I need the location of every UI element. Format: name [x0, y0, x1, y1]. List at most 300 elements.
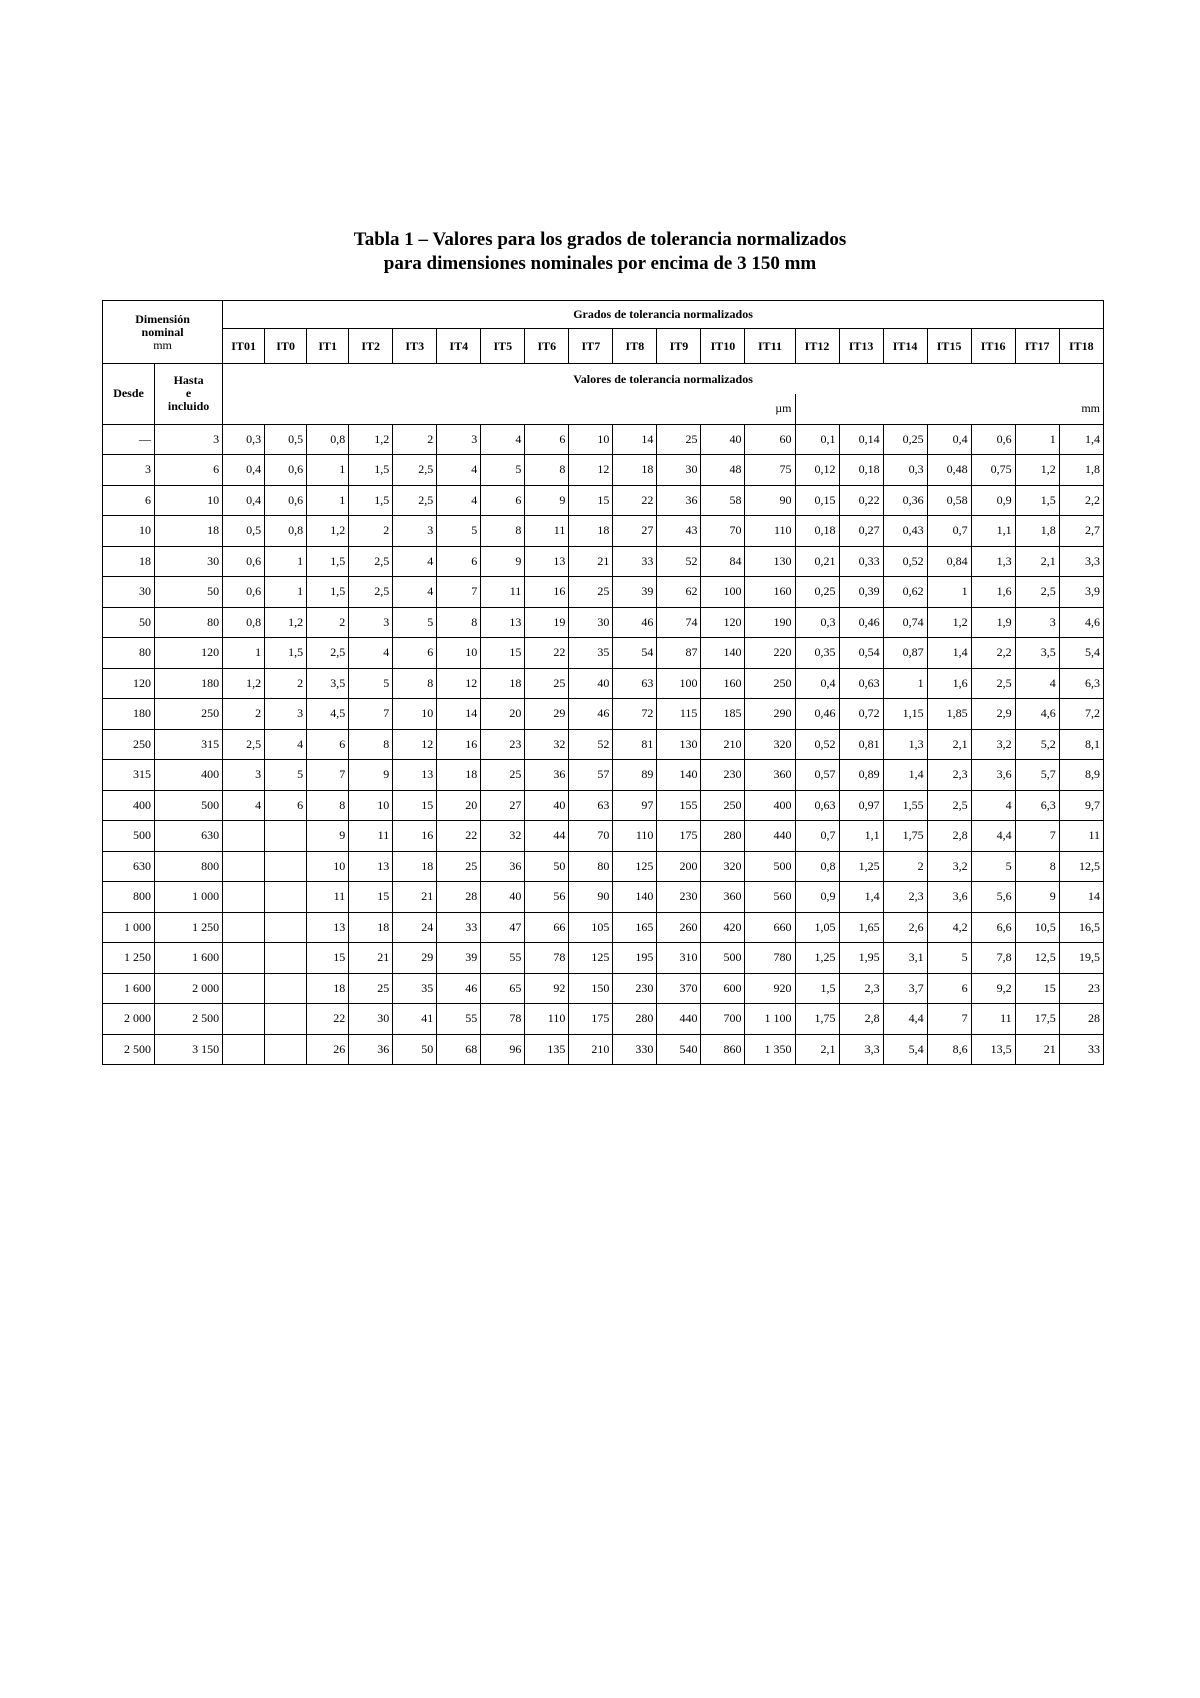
value-cell-it7: 105	[569, 912, 613, 943]
value-cell-it16: 1,3	[971, 546, 1015, 577]
value-cell-it11: 75	[745, 455, 795, 486]
value-cell-it5: 40	[481, 882, 525, 913]
value-cell-it12: 0,9	[795, 882, 839, 913]
value-cell-it12: 1,5	[795, 973, 839, 1004]
value-cell-it18: 1,8	[1059, 455, 1103, 486]
value-cell-it8: 125	[613, 851, 657, 882]
grade-header-it3: IT3	[393, 329, 437, 364]
value-cell-it16: 9,2	[971, 973, 1015, 1004]
desde-cell: 315	[103, 760, 155, 791]
value-cell-it14: 3,1	[883, 943, 927, 974]
value-cell-it11: 110	[745, 516, 795, 547]
value-cell-it9: 260	[657, 912, 701, 943]
value-cell-it10: 860	[701, 1034, 745, 1065]
value-cell-it15: 2,3	[927, 760, 971, 791]
value-cell-it11: 250	[745, 668, 795, 699]
value-cell-it14: 1	[883, 668, 927, 699]
value-cell-it8: 280	[613, 1004, 657, 1035]
grades-header: Grados de tolerancia normalizados	[223, 301, 1104, 329]
value-cell-it5: 65	[481, 973, 525, 1004]
desde-cell: 180	[103, 699, 155, 730]
dimension-header-line1: Dimensión	[135, 311, 190, 326]
value-cell-it6: 22	[525, 638, 569, 669]
table-row	[103, 455, 1104, 486]
value-cell-it7: 210	[569, 1034, 613, 1065]
value-cell-it16: 4,4	[971, 821, 1015, 852]
value-cell-it2: 2	[349, 516, 393, 547]
value-cell-it4: 22	[437, 821, 481, 852]
value-cell-it2: 21	[349, 943, 393, 974]
value-cell-it12: 0,8	[795, 851, 839, 882]
value-cell-it7: 18	[569, 516, 613, 547]
value-cell-it01	[223, 1034, 265, 1065]
value-cell-it5: 36	[481, 851, 525, 882]
value-cell-it2: 1,2	[349, 424, 393, 455]
value-cell-it12: 0,21	[795, 546, 839, 577]
value-cell-it9: 130	[657, 729, 701, 760]
hasta-header-line3: incluido	[167, 399, 210, 414]
value-cell-it0	[265, 1034, 307, 1065]
value-cell-it2: 1,5	[349, 485, 393, 516]
value-cell-it1: 7	[307, 760, 349, 791]
value-cell-it15: 7	[927, 1004, 971, 1035]
value-cell-it8: 330	[613, 1034, 657, 1065]
value-cell-it5: 13	[481, 607, 525, 638]
value-cell-it4: 4	[437, 485, 481, 516]
value-cell-it10: 48	[701, 455, 745, 486]
table-row	[103, 485, 1104, 516]
value-cell-it1: 1,2	[307, 516, 349, 547]
value-cell-it01: 1	[223, 638, 265, 669]
grade-header-it13: IT13	[839, 329, 883, 364]
value-cell-it14: 1,75	[883, 821, 927, 852]
value-cell-it9: 155	[657, 790, 701, 821]
value-cell-it17: 12,5	[1015, 943, 1059, 974]
value-cell-it01: 0,6	[223, 577, 265, 608]
table-row	[103, 1004, 1104, 1035]
table-body	[103, 424, 1104, 1065]
value-cell-it12: 0,4	[795, 668, 839, 699]
value-cell-it15: 1,85	[927, 699, 971, 730]
desde-cell: 630	[103, 851, 155, 882]
hasta-cell: 80	[155, 607, 223, 638]
value-cell-it4: 14	[437, 699, 481, 730]
value-cell-it9: 62	[657, 577, 701, 608]
value-cell-it18: 8,9	[1059, 760, 1103, 791]
value-cell-it2: 11	[349, 821, 393, 852]
value-cell-it9: 115	[657, 699, 701, 730]
grade-header-it16: IT16	[971, 329, 1015, 364]
value-cell-it14: 0,62	[883, 577, 927, 608]
value-cell-it10: 210	[701, 729, 745, 760]
value-cell-it5: 55	[481, 943, 525, 974]
hasta-cell: 180	[155, 668, 223, 699]
value-cell-it3: 18	[393, 851, 437, 882]
value-cell-it10: 40	[701, 424, 745, 455]
desde-cell: 10	[103, 516, 155, 547]
value-cell-it01	[223, 973, 265, 1004]
value-cell-it10: 120	[701, 607, 745, 638]
value-cell-it11: 130	[745, 546, 795, 577]
value-cell-it8: 165	[613, 912, 657, 943]
value-cell-it8: 89	[613, 760, 657, 791]
value-cell-it16: 7,8	[971, 943, 1015, 974]
value-cell-it16: 1,1	[971, 516, 1015, 547]
value-cell-it8: 81	[613, 729, 657, 760]
value-cell-it10: 70	[701, 516, 745, 547]
value-cell-it6: 32	[525, 729, 569, 760]
value-cell-it15: 6	[927, 973, 971, 1004]
value-cell-it15: 4,2	[927, 912, 971, 943]
value-cell-it10: 84	[701, 546, 745, 577]
value-cell-it6: 50	[525, 851, 569, 882]
table-row	[103, 729, 1104, 760]
value-cell-it8: 63	[613, 668, 657, 699]
value-cell-it4: 28	[437, 882, 481, 913]
value-cell-it2: 2,5	[349, 546, 393, 577]
grades-row	[103, 329, 1104, 364]
value-cell-it01	[223, 912, 265, 943]
value-cell-it12: 0,12	[795, 455, 839, 486]
value-cell-it9: 200	[657, 851, 701, 882]
hasta-cell: 1 250	[155, 912, 223, 943]
value-cell-it7: 46	[569, 699, 613, 730]
value-cell-it9: 230	[657, 882, 701, 913]
dimension-header-line2: nominal	[141, 324, 184, 339]
grade-header-it9: IT9	[657, 329, 701, 364]
value-cell-it15: 3,6	[927, 882, 971, 913]
value-cell-it3: 2,5	[393, 455, 437, 486]
value-cell-it13: 0,63	[839, 668, 883, 699]
value-cell-it16: 2,5	[971, 668, 1015, 699]
value-cell-it14: 1,15	[883, 699, 927, 730]
value-cell-it8: 230	[613, 973, 657, 1004]
value-cell-it10: 280	[701, 821, 745, 852]
value-cell-it13: 0,22	[839, 485, 883, 516]
value-cell-it12: 0,46	[795, 699, 839, 730]
value-cell-it8: 27	[613, 516, 657, 547]
value-cell-it0: 0,8	[265, 516, 307, 547]
value-cell-it10: 140	[701, 638, 745, 669]
value-cell-it17: 1,8	[1015, 516, 1059, 547]
value-cell-it14: 1,55	[883, 790, 927, 821]
hasta-cell: 3	[155, 424, 223, 455]
value-cell-it13: 0,81	[839, 729, 883, 760]
value-cell-it15: 5	[927, 943, 971, 974]
desde-cell: 50	[103, 607, 155, 638]
value-cell-it6: 66	[525, 912, 569, 943]
value-cell-it13: 1,95	[839, 943, 883, 974]
value-cell-it8: 195	[613, 943, 657, 974]
value-cell-it16: 2,9	[971, 699, 1015, 730]
value-cell-it13: 0,72	[839, 699, 883, 730]
value-cell-it9: 175	[657, 821, 701, 852]
value-cell-it9: 43	[657, 516, 701, 547]
value-cell-it1: 26	[307, 1034, 349, 1065]
value-cell-it8: 18	[613, 455, 657, 486]
value-cell-it5: 96	[481, 1034, 525, 1065]
value-cell-it18: 4,6	[1059, 607, 1103, 638]
value-cell-it13: 0,27	[839, 516, 883, 547]
grade-header-it2: IT2	[349, 329, 393, 364]
value-cell-it11: 320	[745, 729, 795, 760]
desde-header: Desde	[103, 364, 155, 425]
value-cell-it2: 10	[349, 790, 393, 821]
value-cell-it1: 18	[307, 973, 349, 1004]
value-cell-it0: 5	[265, 760, 307, 791]
value-cell-it18: 3,9	[1059, 577, 1103, 608]
value-cell-it17: 8	[1015, 851, 1059, 882]
value-cell-it13: 0,33	[839, 546, 883, 577]
value-cell-it3: 6	[393, 638, 437, 669]
value-cell-it17: 10,5	[1015, 912, 1059, 943]
value-cell-it10: 160	[701, 668, 745, 699]
value-cell-it12: 0,15	[795, 485, 839, 516]
table-row	[103, 912, 1104, 943]
value-cell-it9: 100	[657, 668, 701, 699]
value-cell-it14: 3,7	[883, 973, 927, 1004]
value-cell-it7: 30	[569, 607, 613, 638]
grade-header-it11: IT11	[745, 329, 795, 364]
value-cell-it18: 9,7	[1059, 790, 1103, 821]
value-cell-it18: 11	[1059, 821, 1103, 852]
value-cell-it12: 0,63	[795, 790, 839, 821]
value-cell-it18: 1,4	[1059, 424, 1103, 455]
value-cell-it11: 1 100	[745, 1004, 795, 1035]
value-cell-it1: 3,5	[307, 668, 349, 699]
hasta-cell: 50	[155, 577, 223, 608]
value-cell-it6: 29	[525, 699, 569, 730]
value-cell-it2: 3	[349, 607, 393, 638]
value-cell-it11: 920	[745, 973, 795, 1004]
hasta-cell: 18	[155, 516, 223, 547]
value-cell-it0	[265, 1004, 307, 1035]
value-cell-it1: 22	[307, 1004, 349, 1035]
value-cell-it5: 23	[481, 729, 525, 760]
value-cell-it18: 2,7	[1059, 516, 1103, 547]
value-cell-it18: 16,5	[1059, 912, 1103, 943]
value-cell-it18: 2,2	[1059, 485, 1103, 516]
value-cell-it1: 1	[307, 485, 349, 516]
value-cell-it0	[265, 912, 307, 943]
value-cell-it16: 6,6	[971, 912, 1015, 943]
value-cell-it1: 8	[307, 790, 349, 821]
value-cell-it17: 1	[1015, 424, 1059, 455]
value-cell-it14: 4,4	[883, 1004, 927, 1035]
table-row	[103, 821, 1104, 852]
value-cell-it14: 1,4	[883, 760, 927, 791]
value-cell-it1: 1,5	[307, 577, 349, 608]
value-cell-it3: 10	[393, 699, 437, 730]
value-cell-it2: 13	[349, 851, 393, 882]
value-cell-it12: 0,35	[795, 638, 839, 669]
unit-micrometre: µm	[223, 394, 795, 424]
value-cell-it1: 11	[307, 882, 349, 913]
value-cell-it7: 90	[569, 882, 613, 913]
value-cell-it10: 58	[701, 485, 745, 516]
value-cell-it3: 41	[393, 1004, 437, 1035]
value-cell-it0: 0,6	[265, 455, 307, 486]
desde-cell: 500	[103, 821, 155, 852]
value-cell-it6: 135	[525, 1034, 569, 1065]
value-cell-it7: 15	[569, 485, 613, 516]
hasta-cell: 30	[155, 546, 223, 577]
value-cell-it2: 36	[349, 1034, 393, 1065]
value-cell-it18: 6,3	[1059, 668, 1103, 699]
hasta-cell: 1 000	[155, 882, 223, 913]
value-cell-it7: 40	[569, 668, 613, 699]
desde-cell: 1 000	[103, 912, 155, 943]
table-row	[103, 760, 1104, 791]
value-cell-it12: 0,3	[795, 607, 839, 638]
value-cell-it16: 2,2	[971, 638, 1015, 669]
value-cell-it8: 72	[613, 699, 657, 730]
dimension-header-unit: mm	[153, 337, 172, 352]
value-cell-it0: 0,6	[265, 485, 307, 516]
value-cell-it8: 22	[613, 485, 657, 516]
value-cell-it2: 25	[349, 973, 393, 1004]
value-cell-it16: 1,6	[971, 577, 1015, 608]
value-cell-it8: 14	[613, 424, 657, 455]
value-cell-it16: 3,2	[971, 729, 1015, 760]
value-cell-it5: 25	[481, 760, 525, 791]
value-cell-it3: 12	[393, 729, 437, 760]
value-cell-it6: 92	[525, 973, 569, 1004]
value-cell-it9: 30	[657, 455, 701, 486]
value-cell-it12: 1,75	[795, 1004, 839, 1035]
value-cell-it16: 5	[971, 851, 1015, 882]
value-cell-it17: 15	[1015, 973, 1059, 1004]
value-cell-it01	[223, 821, 265, 852]
value-cell-it0	[265, 851, 307, 882]
value-cell-it0: 6	[265, 790, 307, 821]
value-cell-it9: 87	[657, 638, 701, 669]
value-cell-it17: 2,5	[1015, 577, 1059, 608]
value-cell-it2: 9	[349, 760, 393, 791]
table-row	[103, 699, 1104, 730]
grade-header-it17: IT17	[1015, 329, 1059, 364]
value-cell-it18: 23	[1059, 973, 1103, 1004]
value-cell-it13: 1,4	[839, 882, 883, 913]
value-cell-it17: 5,2	[1015, 729, 1059, 760]
value-cell-it4: 12	[437, 668, 481, 699]
grade-header-it15: IT15	[927, 329, 971, 364]
value-cell-it3: 3	[393, 516, 437, 547]
hasta-header	[155, 364, 223, 425]
table-row	[103, 516, 1104, 547]
value-cell-it9: 74	[657, 607, 701, 638]
value-cell-it1: 1	[307, 455, 349, 486]
value-cell-it15: 8,6	[927, 1034, 971, 1065]
value-cell-it17: 3	[1015, 607, 1059, 638]
value-cell-it6: 9	[525, 485, 569, 516]
value-cell-it4: 4	[437, 455, 481, 486]
value-cell-it1: 9	[307, 821, 349, 852]
value-cell-it4: 6	[437, 546, 481, 577]
value-cell-it10: 230	[701, 760, 745, 791]
value-cell-it18: 7,2	[1059, 699, 1103, 730]
value-cell-it7: 10	[569, 424, 613, 455]
value-cell-it9: 36	[657, 485, 701, 516]
value-cell-it17: 2,1	[1015, 546, 1059, 577]
value-cell-it10: 500	[701, 943, 745, 974]
value-cell-it18: 8,1	[1059, 729, 1103, 760]
grade-header-it1: IT1	[307, 329, 349, 364]
desde-cell: 120	[103, 668, 155, 699]
value-cell-it6: 56	[525, 882, 569, 913]
value-cell-it01: 0,3	[223, 424, 265, 455]
hasta-cell: 3 150	[155, 1034, 223, 1065]
value-cell-it9: 25	[657, 424, 701, 455]
value-cell-it2: 8	[349, 729, 393, 760]
value-cell-it01: 2,5	[223, 729, 265, 760]
value-cell-it3: 8	[393, 668, 437, 699]
grade-header-it14: IT14	[883, 329, 927, 364]
value-cell-it10: 420	[701, 912, 745, 943]
value-cell-it10: 360	[701, 882, 745, 913]
value-cell-it11: 60	[745, 424, 795, 455]
value-cell-it14: 1,3	[883, 729, 927, 760]
table-title-line2: para dimensiones nominales por encima de 3 150 mm	[383, 253, 817, 274]
value-cell-it11: 290	[745, 699, 795, 730]
table-title-line1: Tabla 1 – Valores para los grados de tolerancia normalizados	[353, 229, 847, 250]
value-cell-it10: 320	[701, 851, 745, 882]
value-cell-it13: 2,8	[839, 1004, 883, 1035]
value-cell-it12: 2,1	[795, 1034, 839, 1065]
value-cell-it6: 19	[525, 607, 569, 638]
value-cell-it15: 0,4	[927, 424, 971, 455]
value-cell-it17: 1,5	[1015, 485, 1059, 516]
value-cell-it13: 0,97	[839, 790, 883, 821]
value-cell-it11: 780	[745, 943, 795, 974]
desde-cell: 6	[103, 485, 155, 516]
value-cell-it15: 0,48	[927, 455, 971, 486]
value-cell-it6: 6	[525, 424, 569, 455]
hasta-cell: 120	[155, 638, 223, 669]
value-cell-it18: 3,3	[1059, 546, 1103, 577]
value-cell-it8: 33	[613, 546, 657, 577]
value-cell-it11: 160	[745, 577, 795, 608]
hasta-header-line1: Hasta	[173, 373, 204, 388]
value-cell-it0	[265, 821, 307, 852]
value-cell-it3: 5	[393, 607, 437, 638]
value-cell-it16: 4	[971, 790, 1015, 821]
value-cell-it15: 1,4	[927, 638, 971, 669]
value-cell-it01: 4	[223, 790, 265, 821]
value-cell-it16: 0,9	[971, 485, 1015, 516]
value-cell-it6: 16	[525, 577, 569, 608]
value-cell-it0: 1,5	[265, 638, 307, 669]
values-header: Valores de tolerancia normalizados	[223, 364, 1104, 395]
value-cell-it7: 125	[569, 943, 613, 974]
value-cell-it9: 370	[657, 973, 701, 1004]
value-cell-it3: 35	[393, 973, 437, 1004]
value-cell-it0	[265, 943, 307, 974]
value-cell-it1: 2	[307, 607, 349, 638]
value-cell-it5: 18	[481, 668, 525, 699]
value-cell-it2: 4	[349, 638, 393, 669]
value-cell-it5: 47	[481, 912, 525, 943]
table-row	[103, 638, 1104, 669]
value-cell-it01: 3	[223, 760, 265, 791]
grade-header-it8: IT8	[613, 329, 657, 364]
value-cell-it17: 9	[1015, 882, 1059, 913]
desde-cell: 2 500	[103, 1034, 155, 1065]
value-cell-it1: 10	[307, 851, 349, 882]
value-cell-it5: 4	[481, 424, 525, 455]
hasta-header-line2: e	[185, 386, 192, 401]
value-cell-it5: 32	[481, 821, 525, 852]
